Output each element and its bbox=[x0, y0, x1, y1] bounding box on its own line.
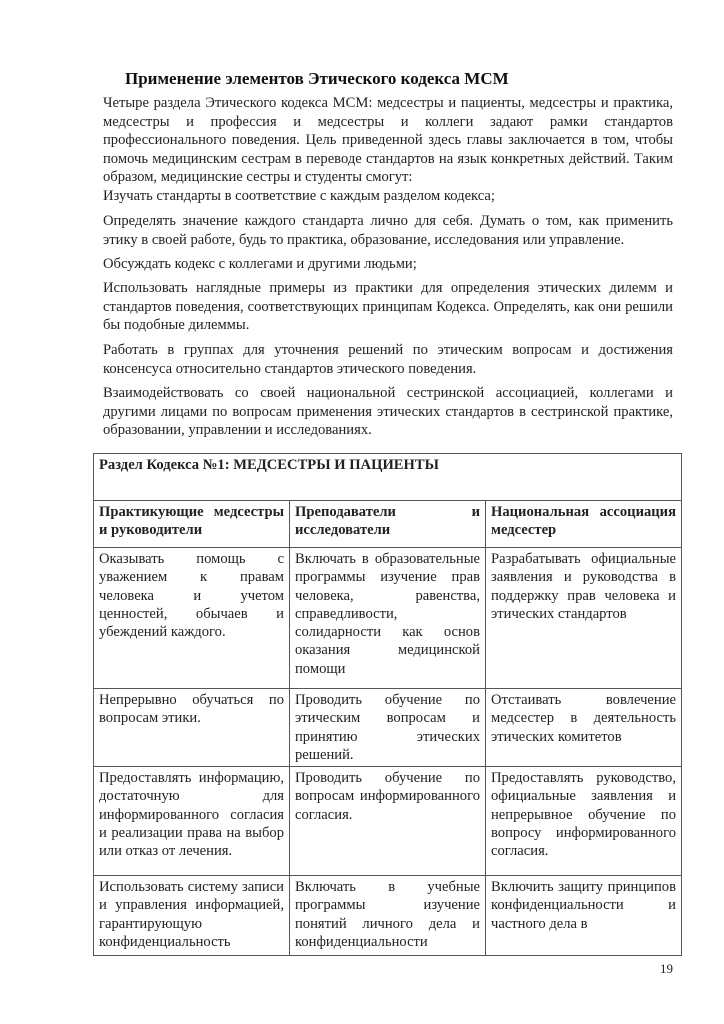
table-row bbox=[94, 876, 682, 956]
column-header: Национальная ассоциация медсестер bbox=[486, 501, 682, 548]
code-section-table bbox=[93, 453, 682, 956]
intro-paragraph: Четыре раздела Этического кодекса МСМ: медсестры и пациенты, медсестры и практика, медсестры и профессия и медсестры и коллеги задают рамки стандартов профессионального поведения. Цель приведенной здесь главы заключается в том, чтобы помочь медицинским сестрам в переводе стандартов на язык конкретных действий. Таким образом, медицинские сестры и студенты смогут: bbox=[103, 95, 673, 186]
column-header: Преподаватели и исследователи bbox=[290, 501, 486, 548]
table-cell: Использовать систему записи и управления информацией, гарантирующую конфиденциальность bbox=[94, 876, 290, 956]
paragraph: Работать в группах для уточнения решений по этическим вопросам и достижения консенсуса относительно стандартов этического поведения. bbox=[103, 342, 673, 377]
column-header: Практикующие медсестры и руководители bbox=[94, 501, 290, 548]
table-cell: Оказывать помощь с уважением к правам человека и учетом ценностей, обычаев и убеждений каждого. bbox=[94, 548, 290, 689]
paragraph: Взаимодействовать со своей национальной сестринской ассоциацией, коллегами и другими лицами по вопросам применения этических стандартов в сестринской практике, образовании, управлении и исследованиях. bbox=[103, 385, 673, 439]
table-cell: Проводить обучение по этическим вопросам и принятию этических решений. bbox=[290, 689, 486, 767]
paragraph: Обсуждать кодекс с коллегами и другими людьми; bbox=[103, 256, 417, 272]
page-title: Применение элементов Этического кодекса МСМ bbox=[125, 69, 509, 88]
table-cell: Разрабатывать официальные заявления и руководства в поддержку прав человека и этических стандартов bbox=[486, 548, 682, 689]
table-cell: Включать в образовательные программы изучение прав человека, равенства, справедливости, солидарности как основ оказания медицинской помощи bbox=[290, 548, 486, 689]
table-cell: Предоставлять руководство, официальные заявления и непрерывное обучение по вопросу информированного согласия. bbox=[486, 767, 682, 876]
page-number: 19 bbox=[660, 961, 673, 976]
section-title: Раздел Кодекса №1: МЕДСЕСТРЫ И ПАЦИЕНТЫ bbox=[94, 454, 682, 501]
paragraph: Определять значение каждого стандарта лично для себя. Думать о том, как применить этику в своей работе, будь то практика, образование, исследования или управление. bbox=[103, 213, 673, 248]
table-row bbox=[94, 548, 682, 689]
table-cell: Включать в учебные программы изучение понятий личного дела и конфиденциальности bbox=[290, 876, 486, 956]
table-cell: Включить защиту принципов конфиденциальности и частного дела в bbox=[486, 876, 682, 956]
table-cell: Непрерывно обучаться по вопросам этики. bbox=[94, 689, 290, 767]
table-row bbox=[94, 767, 682, 876]
table-cell: Отстаивать вовлечение медсестер в деятельность этических комитетов bbox=[486, 689, 682, 767]
table-cell: Предоставлять информацию, достаточную для информированного согласия и реализации права на выбор или отказ от лечения. bbox=[94, 767, 290, 876]
paragraph: Использовать наглядные примеры из практики для определения этических дилемм и стандартов поведения, соответствующих принципам Кодекса. Определять, как они решили бы подобные дилеммы. bbox=[103, 280, 673, 334]
paragraph: Изучать стандарты в соответствие с каждым разделом кодекса; bbox=[103, 188, 495, 204]
table-row bbox=[94, 689, 682, 767]
table-cell: Проводить обучение по вопросам информированного согласия. bbox=[290, 767, 486, 876]
